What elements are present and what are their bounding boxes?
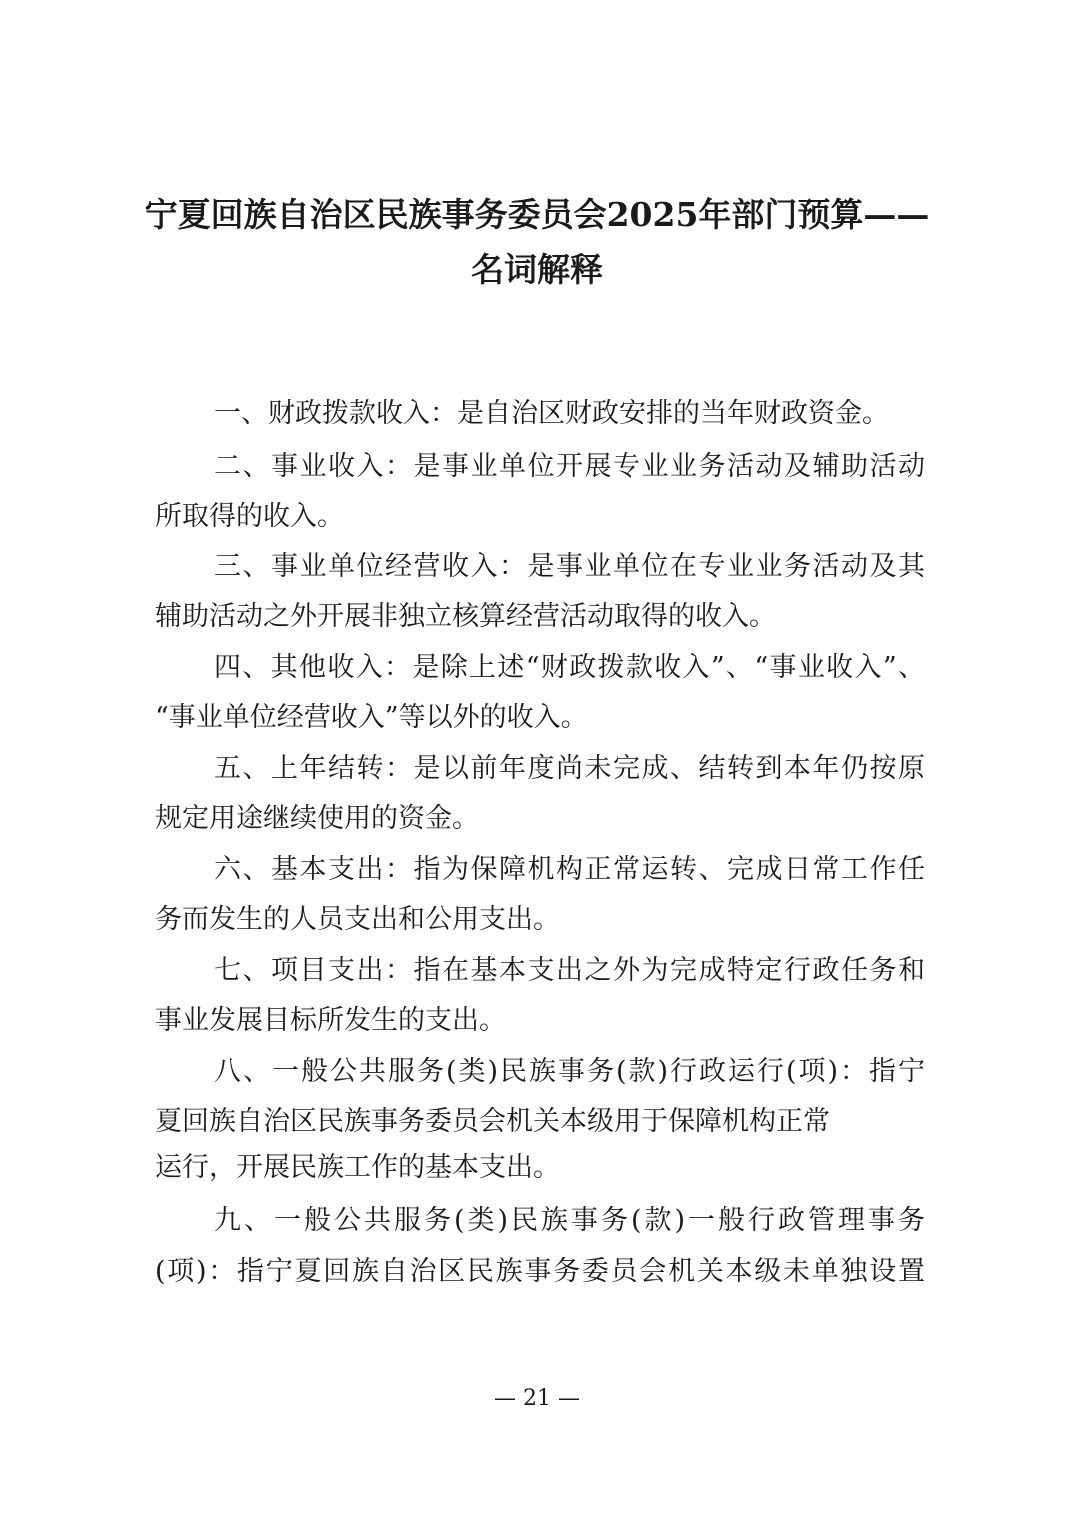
- definition-9-line-2: (项)：指宁夏回族自治区民族事务委员会机关本级未单独设置: [155, 1256, 925, 1287]
- definition-1-line-1: 一、财政拨款收入：是自治区财政安排的当年财政资金。: [214, 398, 889, 429]
- definition-4-line-1: 四、其他收入：是除上述“财政拨款收入”、“事业收入”、: [214, 652, 925, 683]
- definition-4-line-2: “事业单位经营收入”等以外的收入。: [155, 702, 588, 733]
- definition-6-line-1: 六、基本支出：指为保障机构正常运转、完成日常工作任: [214, 854, 925, 885]
- definition-6-line-2: 务而发生的人员支出和公用支出。: [155, 904, 560, 935]
- definition-2-line-2: 所取得的收入。: [155, 501, 344, 532]
- definition-3-line-1: 三、事业单位经营收入：是事业单位在专业业务活动及其: [214, 551, 925, 582]
- definition-8-line-1: 八、一般公共服务(类)民族事务(款)行政运行(项)：指宁: [214, 1056, 925, 1087]
- definition-9-line-1: 九、一般公共服务(类)民族事务(款)一般行政管理事务: [214, 1205, 925, 1236]
- definition-7-line-2: 事业发展目标所发生的支出。: [155, 1005, 506, 1036]
- definition-2-line-1: 二、事业收入：是事业单位开展专业业务活动及辅助活动: [214, 451, 925, 482]
- definition-7-line-1: 七、项目支出：指在基本支出之外为完成特定行政任务和: [214, 955, 925, 986]
- page-number: — 21 —: [494, 1386, 580, 1411]
- definition-8-line-3: 运行，开展民族工作的基本支出。: [155, 1152, 560, 1183]
- definition-8-line-2: 夏回族自治区民族事务委员会机关本级用于保障机构正常: [155, 1106, 830, 1137]
- page-title-line-2: 名词解释: [471, 250, 603, 289]
- definition-5-line-2: 规定用途继续使用的资金。: [155, 803, 479, 834]
- page-title-line-1: 宁夏回族自治区民族事务委员会2025年部门预算——: [144, 195, 930, 234]
- definition-5-line-1: 五、上年结转：是以前年度尚未完成、结转到本年仍按原: [214, 753, 925, 784]
- definition-3-line-2: 辅助活动之外开展非独立核算经营活动取得的收入。: [155, 601, 776, 632]
